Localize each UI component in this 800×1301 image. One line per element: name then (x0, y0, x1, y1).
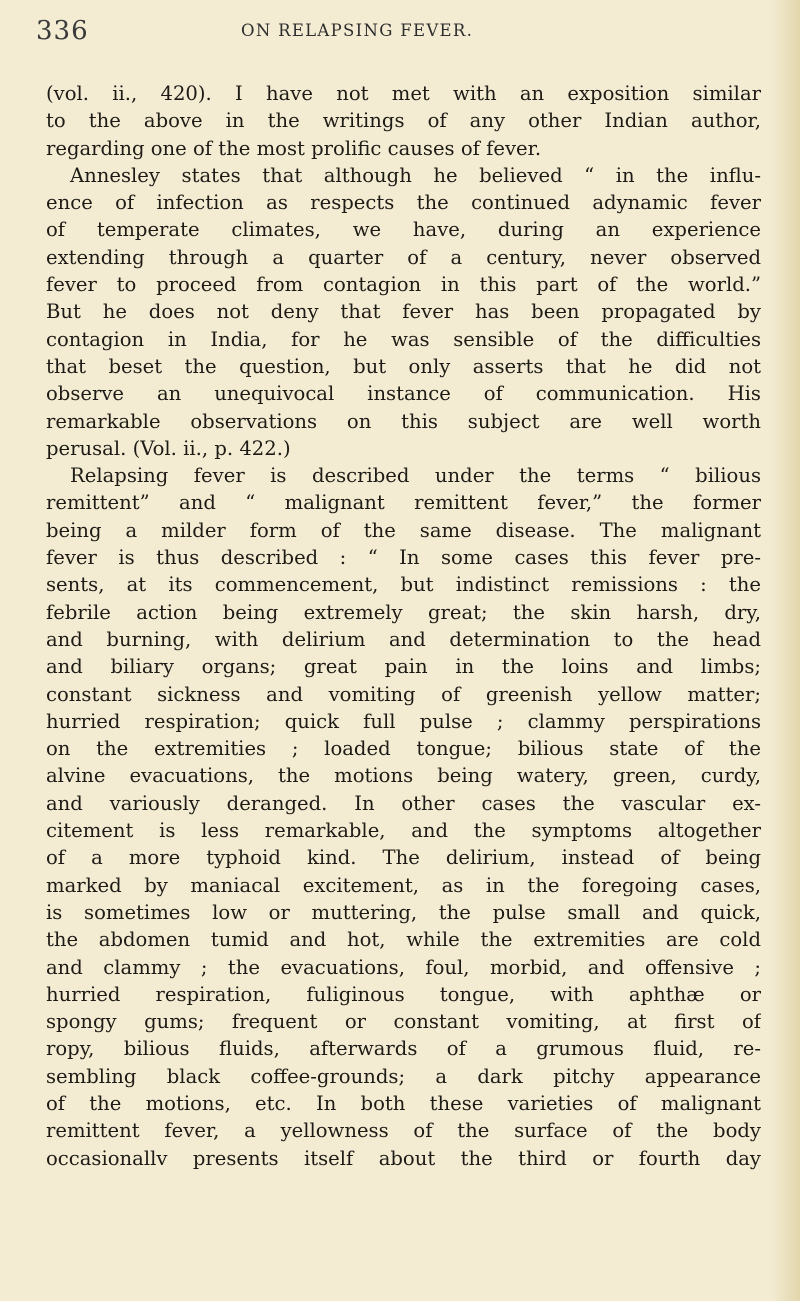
text-line: sembling black coffee-grounds; a dark pitchy appearance (46, 1064, 761, 1088)
text-line: observe an unequivocal instance of communication. His (46, 382, 761, 406)
text-line: that beset the question, but only asserts that he did not (46, 354, 761, 378)
text-line: spongy gums; frequent or constant vomiting, at first of (46, 1010, 761, 1034)
text-line: extending through a quarter of a century, never observed (46, 245, 761, 269)
text-line: to the above in the writings of any other Indian author, (46, 109, 761, 133)
text-line: perusal. (Vol. ii., p. 422.) (46, 436, 291, 460)
text-line: of temperate climates, we have, during an experience (46, 218, 761, 242)
page-edge-shadow (770, 0, 800, 1301)
text-line: (vol. ii., 420). I have not met with an exposition similar (46, 82, 761, 105)
text-line: the abdomen tumid and hot, while the extremities are cold (46, 928, 761, 952)
text-line: fever is thus described : “ In some cases this fever pre- (46, 546, 761, 570)
text-line: hurried respiration; quick full pulse ; clammy perspirations (46, 709, 761, 733)
text-line: remittent fever, a yellowness of the surface of the body (46, 1119, 761, 1143)
text-line: sents, at its commencement, but indistinct remissions : the (46, 573, 761, 597)
body-text (46, 80, 761, 1172)
text-line: Annesley states that although he believed “ in the influ- (70, 163, 761, 187)
text-line: ence of infection as respects the continued adynamic fever (46, 191, 761, 215)
text-line: and biliary organs; great pain in the loins and limbs; (46, 655, 761, 679)
text-line: regarding one of the most prolific causes of fever. (46, 136, 542, 160)
text-line: But he does not deny that fever has been propagated by (46, 300, 761, 324)
text-line: fever to proceed from contagion in this part of the world.” (46, 273, 761, 297)
text-line: is sometimes low or muttering, the pulse small and quick, (46, 900, 761, 924)
text-line: occasionallv presents itself about the third or fourth day (46, 1146, 761, 1170)
text-line: of the motions, etc. In both these varieties of malignant (46, 1091, 761, 1115)
text-line: citement is less remarkable, and the symptoms altogether (46, 819, 761, 843)
text-line: and clammy ; the evacuations, foul, morbid, and offensive ; (46, 955, 761, 979)
text-line: remittent” and “ malignant remittent fever,” the former (46, 491, 761, 515)
text-line: hurried respiration, fuliginous tongue, with aphthæ or (46, 982, 761, 1006)
text-line: and variously deranged. In other cases the vascular ex- (46, 791, 761, 815)
page-header (36, 16, 766, 56)
page-number: 336 (36, 16, 89, 46)
text-line: remarkable observations on this subject are well worth (46, 409, 761, 433)
text-line: alvine evacuations, the motions being watery, green, curdy, (46, 764, 761, 788)
text-line: febrile action being extremely great; the skin harsh, dry, (46, 600, 761, 624)
text-line: Relapsing fever is described under the terms “ bilious (70, 464, 761, 488)
running-head: ON RELAPSING FEVER. (241, 21, 474, 40)
text-line: of a more typhoid kind. The delirium, instead of being (46, 846, 761, 870)
text-line: constant sickness and vomiting of greenish yellow matter; (46, 682, 761, 706)
text-line: contagion in India, for he was sensible of the difficulties (46, 327, 761, 351)
text-line: being a milder form of the same disease. The malignant (46, 518, 761, 542)
text-line: marked by maniacal excitement, as in the foregoing cases, (46, 873, 761, 897)
text-line: and burning, with delirium and determination to the head (46, 627, 761, 651)
text-line: ropy, bilious fluids, afterwards of a grumous fluid, re- (46, 1037, 761, 1061)
text-line: on the extremities ; loaded tongue; bilious state of the (46, 737, 761, 761)
